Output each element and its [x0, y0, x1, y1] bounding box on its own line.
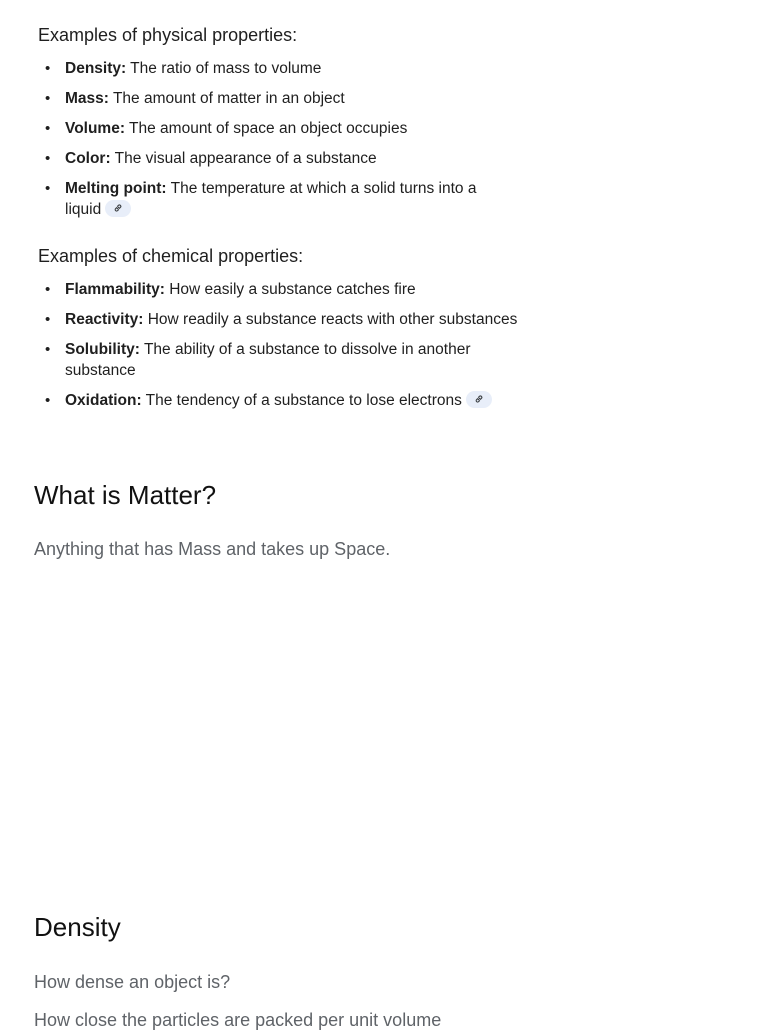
property-description: How readily a substance reacts with other substances: [143, 311, 518, 328]
list-item: [38, 279, 558, 300]
property-term: Mass:: [65, 90, 109, 107]
property-description: The ratio of mass to volume: [126, 60, 322, 77]
matter-definition: Anything that has Mass and takes up Space.: [34, 539, 391, 559]
property-description: The temperature at which a solid turns into a liquid: [65, 180, 477, 218]
property-term: Flammability:: [65, 281, 165, 298]
property-term: Melting point:: [65, 180, 167, 197]
physical-properties-heading: Examples of physical properties:: [38, 25, 298, 45]
list-item: [38, 390, 558, 411]
matter-title: What is Matter?: [34, 480, 217, 510]
property-term: Color:: [65, 150, 111, 167]
property-description: The tendency of a substance to lose electrons: [141, 392, 462, 409]
link-icon: [113, 203, 123, 213]
link-icon: [474, 394, 484, 404]
list-item: [38, 58, 558, 79]
density-definition: How close the particles are packed per unit volume: [34, 1010, 442, 1030]
property-term: Density:: [65, 60, 127, 77]
list-item: [38, 88, 558, 109]
list-item: [38, 148, 558, 169]
property-description: The amount of space an object occupies: [125, 120, 408, 137]
property-description: The amount of matter in an object: [108, 90, 345, 107]
property-description: The ability of a substance to dissolve in another substance: [65, 341, 471, 379]
property-description: The visual appearance of a substance: [110, 150, 377, 167]
property-description: How easily a substance catches fire: [164, 281, 416, 298]
list-item: [38, 339, 510, 381]
list-item: [38, 178, 505, 220]
source-link-chip[interactable]: [466, 391, 492, 408]
chemical-properties-heading: Examples of chemical properties:: [38, 246, 304, 266]
list-item: [38, 309, 605, 330]
property-term: Oxidation:: [65, 392, 142, 409]
chemical-properties-list: [38, 279, 558, 420]
density-question: How dense an object is?: [34, 972, 231, 992]
property-term: Solubility:: [65, 341, 140, 358]
property-term: Volume:: [65, 120, 125, 137]
physical-properties-list: [38, 58, 558, 229]
density-title: Density: [34, 912, 121, 942]
property-term: Reactivity:: [65, 311, 144, 328]
list-item: [38, 118, 558, 139]
source-link-chip[interactable]: [105, 200, 131, 217]
